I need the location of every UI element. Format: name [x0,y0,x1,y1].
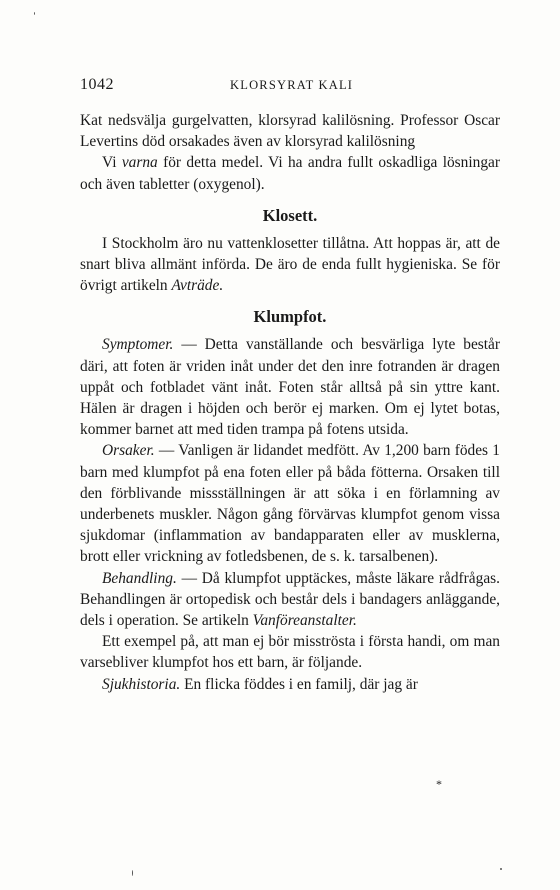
heading-klosett: Klosett. [262,205,318,225]
warning-paragraph [80,152,500,194]
warning-emphasis: varna [121,154,158,172]
intro-text: Kat nedsvälja gurgelvatten, klorsyrad kalilösning. Professor Oscar Levertins död orsakades även av klorsyrad kalilösning [80,112,500,151]
behandling-label: Behandling. [102,569,177,587]
klosett-paragraph [80,233,500,297]
running-head: KLORSYRAT KALI [230,78,354,92]
exempel-paragraph [80,631,500,673]
sjukhistoria-paragraph [80,674,500,695]
klosett-text: I Stockholm äro nu vattenklosetter tillåtna. Att hoppas är, att de snart bliva allmänt införda. De äro de enda fullt hygieniska. Se för övrigt artikeln [80,234,500,295]
exempel-text: Ett exempel på, att man ej bör misströsta i första handi, om man varsebliver klumpfot hos ett barn, är följande. [80,633,500,672]
symptomer-text: — Detta vanställande och besvärliga lyte består däri, att foten är vriden inåt under det den inre fotranden är dragen uppåt och fotbladet vänt inåt. Foten står alltså på sin yttre kant. Hälen är dragen i höjden och berör ej marken. Om ej lytet botas, kommer barnet att med tiden trampa på fotens utsida. [80,336,500,439]
page-number: 1042 [80,76,114,93]
page-body [80,110,500,695]
sjukhistoria-text: En flicka föddes i en familj, där jag är [180,675,418,693]
behandling-text: — Då klumpfot upptäckes, måste läkare rådfrågas. Behandlingen är ortopedisk och består dels i bandagers anläggande, dels i operation. Se artikeln [80,569,500,630]
printer-mark: * [436,777,442,791]
paper-speck [500,868,502,870]
behandling-paragraph [80,568,500,632]
warning-text: för detta medel. Vi ha andra fullt oskadliga lösningar och även tabletter (oxygenol). [80,154,500,193]
symptomer-label: Symptomer. [102,336,174,354]
paper-speck [34,12,35,15]
behandling-reference: Vanföreanstalter. [252,612,357,630]
orsaker-text: — Vanligen är lidandet medfött. Av 1,200 barn födes 1 barn med klumpfot på ena foten eller på båda fötterna. Orsaken till den förblivande missställningen är att söka i en förlamning av underbenets muskler. Någon gång förvärvas klumpfot genom vissa sjukdomar (inflammation av bandapparaten eller av musklerna, brott eller vrickning av fotledsbenen, de s. k. tarsalbenen). [80,442,500,566]
warning-prefix: Vi [102,154,122,172]
page-header [80,76,500,98]
sjukhistoria-label: Sjukhistoria. [102,675,181,693]
symptomer-paragraph [80,334,500,440]
klosett-reference: Avträde. [171,277,224,295]
orsaker-label: Orsaker. [102,442,155,460]
paper-speck [132,870,133,876]
intro-paragraph [80,110,500,152]
heading-klumpfot: Klumpfot. [253,307,327,327]
orsaker-paragraph [80,440,500,567]
